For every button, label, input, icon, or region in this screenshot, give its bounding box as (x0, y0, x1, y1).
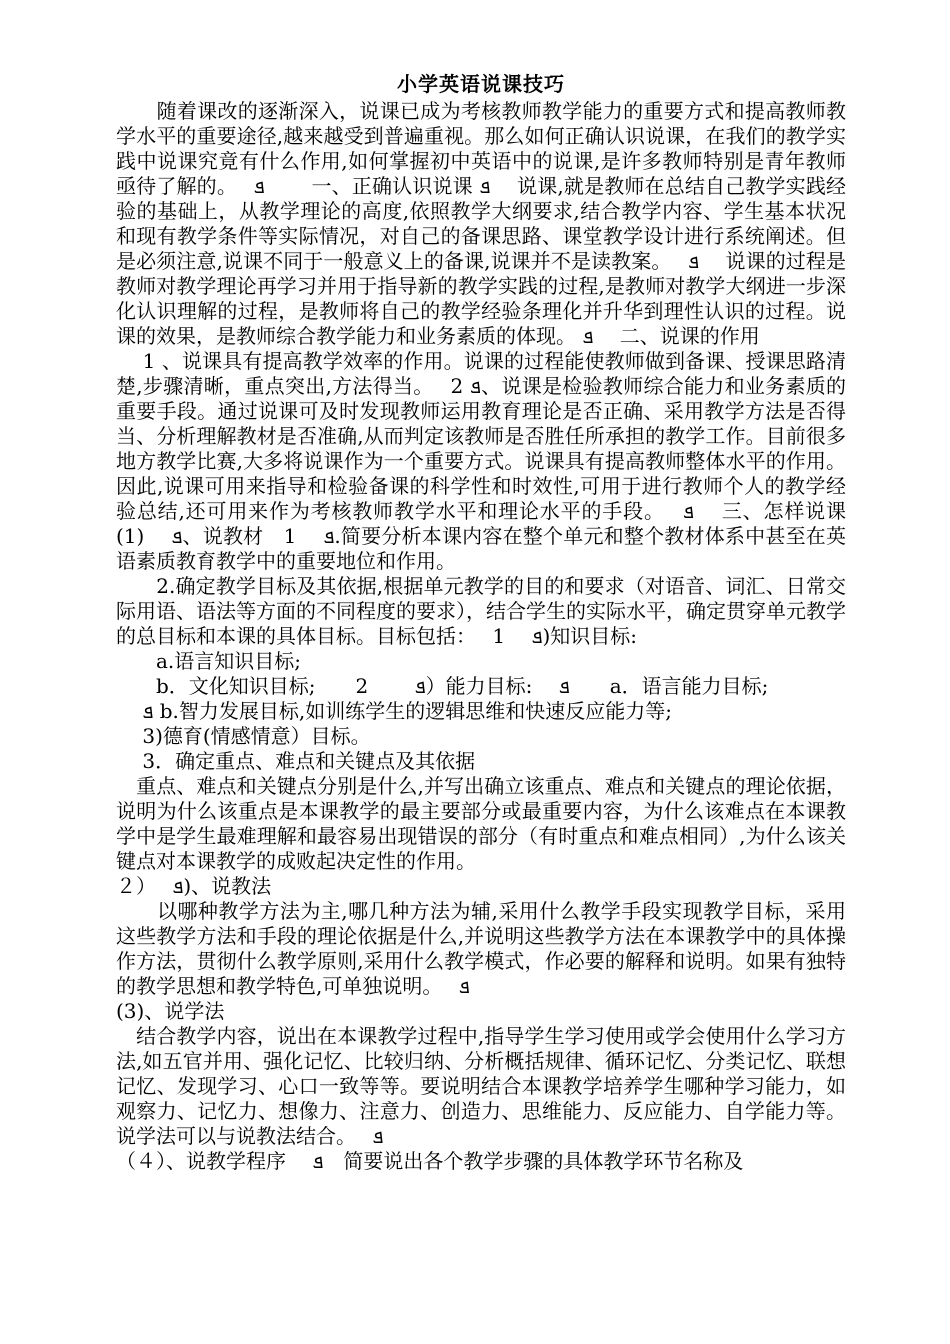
paragraph: 重点、难点和关键点分别是什么,并写出确立该重点、难点和关键点的理论依据，说明为什么该重点是本课教学的最主要部分或最重要内容，为什么该难点在本课教学中是学生最难理解和最容易出现错误的部分（有时重点和难点相同）,为什么该关键点对本课教学的成败起决定性的作用。 (116, 774, 846, 873)
paragraph: (3)、说学法 (116, 999, 225, 1023)
paragraph: ܦ b.智力发展目标,如训练学生的逻辑思维和快速反应能力等; (116, 699, 672, 723)
paragraph: （４）、说教学程序 ܦ 简要说出各个教学步骤的具体教学环节名称及 (116, 1149, 744, 1173)
paragraph: 2.确定教学目标及其依据,根据单元教学的目的和要求（对语音、词汇、日常交际用语、语法等方面的不同程度的要求），结合学生的实际水平，确定贯穿单元教学的总目标和本课的具体目标。目标包括： 1 ܦ)知识目标: (116, 574, 846, 648)
document-page (116, 72, 867, 1174)
document-title: 小学英语说课技巧 (397, 72, 565, 96)
paragraph: 结合教学内容，说出在本课教学过程中,指导学生学习使用或学会使用什么学习方法,如五官并用、强化记忆、比较归纳、分析概括规律、循环记忆、分类记忆、联想记忆、发现学习、心口一致等等。要说明结合本课教学培养学生哪种学习能力，如观察力、记忆力、想像力、注意力、创造力、思维能力、反应能力、自学能力等。说学法可以与说教法结合。 ܦ (116, 1024, 846, 1148)
paragraph: a.语言知识目标; (116, 649, 302, 673)
paragraph: b．文化知识目标; 2 ܦ）能力目标: ܦ a．语言能力目标; (116, 674, 769, 698)
paragraph: ２） ܦ)、说教法 (116, 874, 272, 898)
paragraph: 以哪种教学方法为主,哪几种方法为辅,采用什么教学手段实现教学目标，采用这些教学方法和手段的理论依据是什么,并说明这些教学方法在本课教学中的具体操作方法，贯彻什么教学原则,采用什么教学模式，作必要的解释和说明。如果有独特的教学思想和教学特色,可单独说明。 ܦ (116, 899, 846, 998)
paragraph: 3．确定重点、难点和关键点及其依据 (116, 749, 476, 773)
paragraph: 3)德育(情感情意）目标。 (116, 724, 371, 748)
paragraph: 1 、说课具有提高教学效率的作用。说课的过程能使教师做到备课、授课思路清楚,步骤清晰，重点突出,方法得当。 2 ܦ、说课是检验教师综合能力和业务素质的重要手段。通过说课可及时发现教师运用教育理论是否正确、采用教学方法是否得当、分析理解教材是否准确,从而判定该教师是否胜任所承担的教学工作。目前很多地方教学比赛,大多将说课作为一个重要方式。说课具有提高教师整体水平的作用。因此,说课可用来指导和检验备课的科学性和时效性,可用于进行教师个人的教学经验总结,还可用来作为考核教师教学水平和理论水平的手段。 ܦ 三、怎样说课 (1) ܦ、说教材 1 ܦ.简要分析本课内容在整个单元和整个教材体系中甚至在英语素质教育教学中的重要地位和作用。 (116, 349, 867, 573)
paragraph: 随着课改的逐渐深入，说课已成为考核教师教学能力的重要方式和提高教师教学水平的重要途径,越来越受到普遍重视。那么如何正确认识说课，在我们的教学实践中说课究竟有什么作用,如何掌握初中英语中的说课,是许多教师特别是青年教师亟待了解的。 ܦ 一、正确认识说课 ܦ 说课,就是教师在总结自己教学实践经验的基础上，从教学理论的高度,依照教学大纲要求,结合教学内容、学生基本状况和现有教学条件等实际情况，对自己的备课思路、课堂教学设计进行系统阐述。但是必须注意,说课不同于一般意义上的备课,说课并不是读教案。 ܦ 说课的过程是教师对教学理论再学习并用于指导新的教学实践的过程,是教师对教学大纲进一步深化认识理解的过程，是教师将自己的教学经验条理化并升华到理性认识的过程。说课的效果，是教师综合教学能力和业务素质的体现。 ܦ 二、说课的作用 (116, 99, 847, 348)
